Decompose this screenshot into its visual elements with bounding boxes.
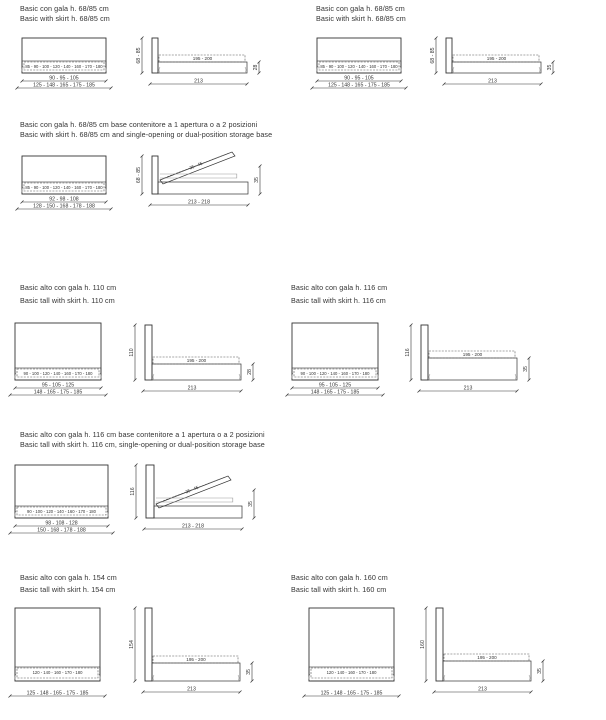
- headboard-width-label: 90 - 95 - 105: [49, 75, 79, 82]
- section-title-it: Basic alto con gala h. 154 cm: [20, 573, 117, 582]
- skirt-fold: [453, 67, 540, 73]
- section-title-it: Basic alto con gala h. 116 cm: [291, 283, 388, 292]
- height-label: 68 - 85: [430, 47, 436, 64]
- base-side: [158, 62, 247, 73]
- section-title-en: Basic with skirt h. 68/85 cm and single-opening or dual-position storage base: [20, 130, 273, 139]
- mattress-length-label: 195 - 200: [186, 358, 207, 364]
- overall-width-label: 125 - 148 - 165 - 175 - 185: [33, 82, 95, 89]
- base-side: [443, 661, 531, 681]
- overall-width-label: 150 - 168 - 178 - 188: [37, 527, 86, 534]
- section-title-en: Basic tall with skirt h. 154 cm: [20, 585, 116, 594]
- overall-width-label: 125 - 148 - 165 - 175 - 185: [328, 82, 390, 89]
- opening-angle-label: 35 - 45: [184, 484, 200, 495]
- headboard-side: [146, 465, 154, 518]
- section-title-it: Basic con gala h. 68/85 cm: [316, 4, 405, 13]
- section-title-en: Basic tall with skirt h. 160 cm: [291, 585, 387, 594]
- section-title-it: Basic alto con gala h. 116 cm base contenitore a 1 apertura o a 2 posizioni: [20, 430, 265, 439]
- base-height-label: 35: [537, 668, 543, 674]
- width-options-label: 90 - 100 - 120 - 140 - 160 - 170 - 180: [23, 371, 93, 377]
- length-label: 213: [463, 385, 473, 392]
- width-options-label: 120 - 140 - 160 - 170 - 180: [326, 670, 377, 676]
- width-options-label: 85 - 90 - 100 - 120 - 140 - 160 - 170 - 180: [25, 64, 103, 70]
- second-position: [160, 174, 237, 178]
- headboard-width-label: 90 - 95 - 105: [344, 75, 374, 82]
- headboard-width-label: 92 - 98 - 108: [49, 196, 79, 203]
- storage-base: [158, 182, 248, 194]
- base-height-label: 35: [246, 669, 252, 675]
- headboard-side: [436, 608, 443, 681]
- base-side: [428, 358, 517, 380]
- length-label: 213: [194, 78, 203, 85]
- mattress-length-label: 195 - 200: [462, 352, 483, 358]
- headboard-width-label: 95 - 105 - 125: [318, 382, 352, 389]
- width-options-label: 85 - 90 - 100 - 120 - 140 - 160 - 170 - 180: [320, 64, 398, 70]
- height-label: 116: [405, 348, 411, 357]
- width-options-label: 90 - 100 - 120 - 140 - 160 - 170 - 180: [27, 509, 96, 515]
- height-label: 68 - 85: [136, 47, 142, 64]
- width-options-label: 120 - 140 - 160 - 170 - 180: [32, 670, 83, 676]
- base-side: [152, 663, 240, 681]
- length-label: 213: [488, 78, 497, 85]
- headboard-side: [145, 325, 152, 380]
- length-label: 213 - 218: [188, 199, 210, 206]
- height-label: 154: [129, 640, 135, 649]
- headboard-side: [152, 38, 158, 73]
- length-label: 213: [478, 686, 487, 693]
- headboard-side: [446, 38, 452, 73]
- section-title-en: Basic with skirt h. 68/85 cm: [20, 14, 110, 23]
- base-height-label: 35: [254, 177, 260, 183]
- length-label: 213 - 218: [182, 523, 204, 530]
- section-title-en: Basic tall with skirt h. 110 cm: [20, 296, 115, 305]
- base-side: [452, 62, 541, 73]
- overall-width-label: 125 - 148 - 165 - 175 - 185: [320, 690, 383, 697]
- base-height-label: 28: [253, 64, 259, 71]
- base-height-label: 35: [248, 501, 254, 507]
- skirt-fold: [153, 675, 239, 681]
- height-label: 110: [129, 348, 135, 357]
- length-label: 213: [187, 385, 197, 392]
- headboard-side: [421, 325, 428, 380]
- headboard-side: [152, 156, 158, 194]
- overall-width-label: 148 - 165 - 175 - 185: [33, 389, 83, 396]
- overall-width-label: 125 - 148 - 165 - 175 - 185: [26, 690, 89, 697]
- overall-width-label: 128 - 150 - 168 - 178 - 188: [33, 203, 95, 210]
- headboard-side: [145, 608, 152, 681]
- skirt-fold: [444, 675, 530, 681]
- section-title-en: Basic tall with skirt h. 116 cm, single-opening or dual-position storage base: [20, 440, 265, 449]
- skirt-fold: [429, 374, 516, 380]
- section-title-it: Basic con gala h. 68/85 cm: [20, 4, 109, 13]
- mattress-length-label: 195 - 200: [192, 56, 213, 62]
- opening-angle-label: 35 - 45: [188, 160, 204, 171]
- second-position: [156, 498, 233, 502]
- lifted-platform: [156, 476, 231, 508]
- width-options-label: 90 - 100 - 120 - 140 - 160 - 170 - 180: [300, 371, 370, 377]
- lifted-platform: [160, 152, 235, 184]
- width-options-label: 85 - 90 - 100 - 120 - 140 - 160 - 170 - 180: [25, 185, 103, 191]
- section-title-en: Basic with skirt h. 68/85 cm: [316, 14, 406, 23]
- base-height-label: 35: [547, 64, 553, 71]
- overall-width-label: 148 - 165 - 175 - 185: [310, 389, 360, 396]
- mattress-length-label: 195 - 200: [486, 56, 507, 62]
- headboard-width-label: 98 - 108 - 128: [45, 520, 78, 527]
- storage-base: [154, 506, 242, 518]
- height-label: 68 - 85: [136, 166, 142, 184]
- mattress-length-label: 195 - 200: [477, 655, 497, 661]
- skirt-fold: [153, 374, 240, 380]
- base-height-label: 35: [523, 366, 529, 372]
- headboard-width-label: 95 - 105 - 125: [41, 382, 75, 389]
- length-label: 213: [187, 686, 196, 693]
- section-title-it: Basic alto con gala h. 110 cm: [20, 283, 117, 292]
- section-title-it: Basic con gala h. 68/85 cm base contenitore a 1 apertura o a 2 posizioni: [20, 120, 258, 129]
- height-label: 116: [130, 487, 136, 496]
- mattress-length-label: 195 - 200: [186, 657, 206, 663]
- section-title-it: Basic alto con gala h. 160 cm: [291, 573, 388, 582]
- base-side: [152, 364, 241, 380]
- section-title-en: Basic tall with skirt h. 116 cm: [291, 296, 386, 305]
- skirt-fold: [159, 67, 246, 73]
- height-label: 160: [420, 640, 426, 649]
- base-height-label: 28: [247, 369, 253, 375]
